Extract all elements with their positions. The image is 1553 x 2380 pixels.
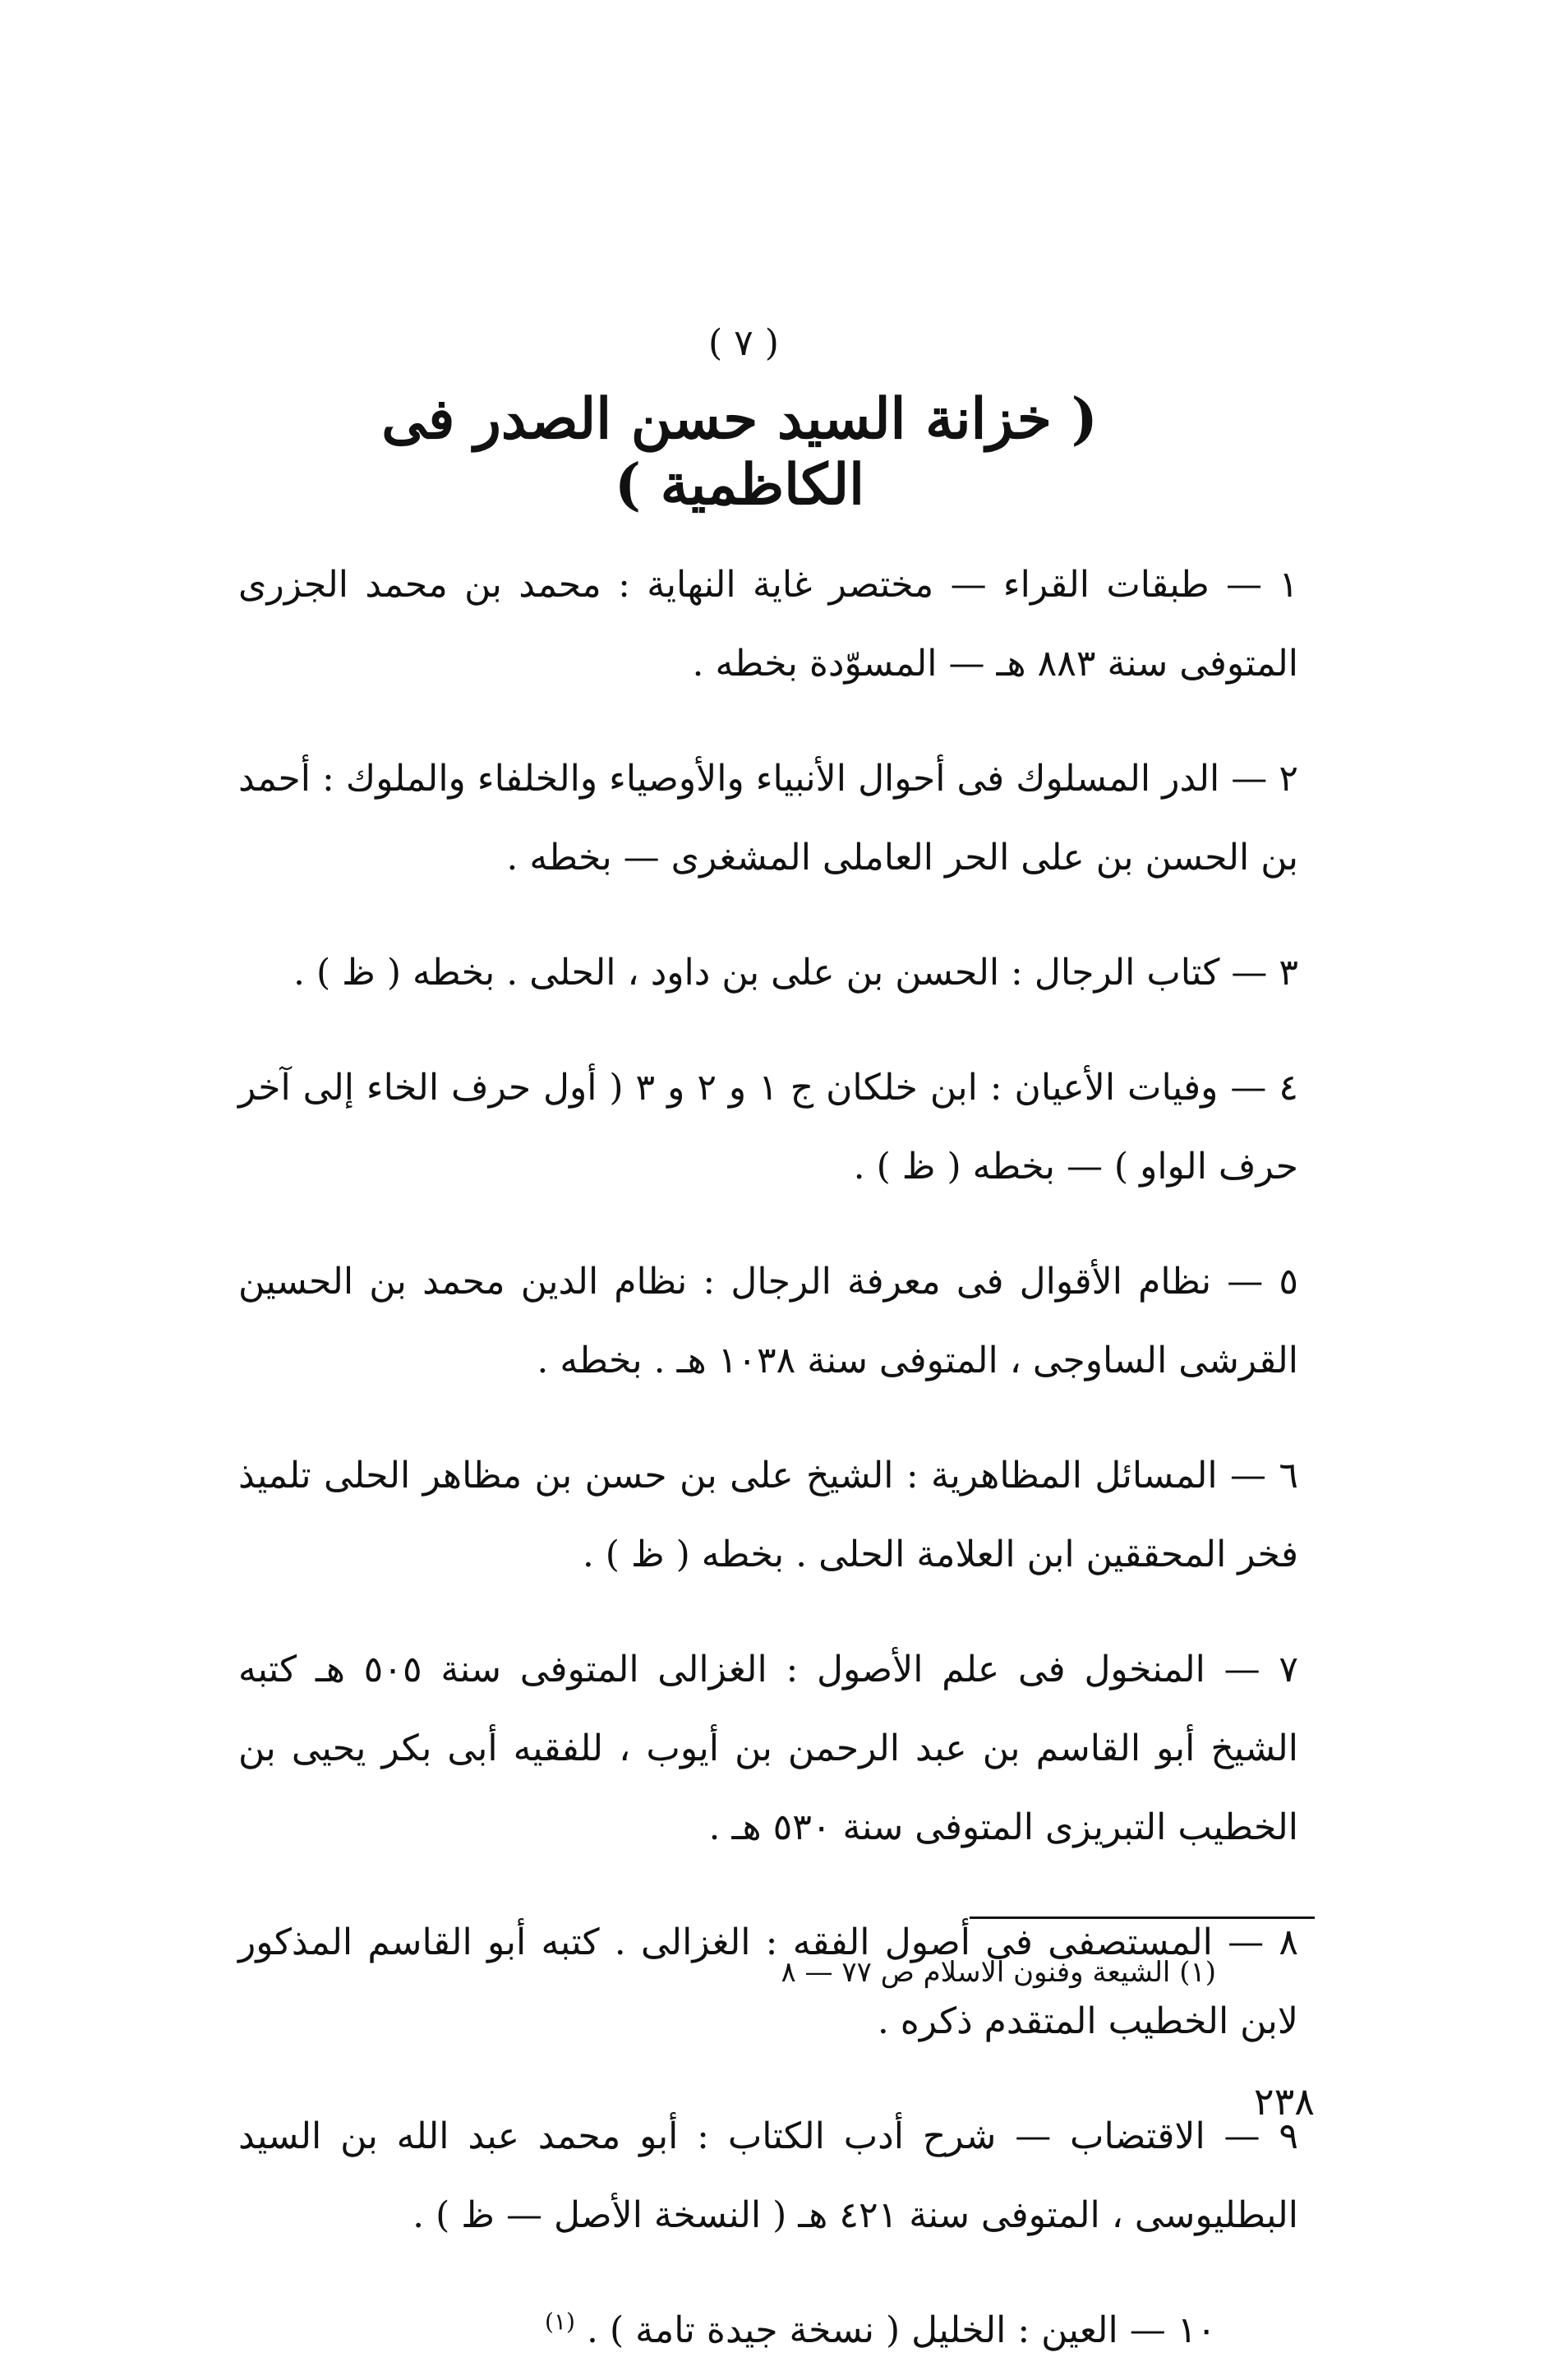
footnote-reference: (١) (545, 2308, 575, 2336)
list-item-with-footnote (238, 2291, 1298, 2370)
list-item: ١ — طبقات القراء — مختصر غاية النهاية : محمد بن محمد الجزرى المتوفى سنة ٨٨٣ هـ — المسوّدة بخطه . (238, 564, 1298, 685)
list-item: ٥ — نظام الأقوال فى معرفة الرجال : نظام الدين محمد بن الحسين القرشى الساوجى ، المتوفى سنة ١٠٣٨ هـ . بخطه . (238, 1261, 1298, 1381)
list-item: ٢ — الدر المسلوك فى أحوال الأنبياء والأوصياء والخلفاء والملوك : أحمد بن الحسن بن على الحر العاملى المشغرى — بخطه . (238, 758, 1298, 879)
list-item: ٦ — المسائل المظاهرية : الشيخ على بن حسن بن مظاهر الحلى تلميذ فخر المحققين ابن العلامة الحلى . بخطه ( ظ ) . (238, 1455, 1298, 1575)
list-item: ٣ — كتاب الرجال : الحسن بن على بن داود ، الحلى . بخطه ( ظ ) . (293, 952, 1298, 994)
list-item: ٨ — المستصفى فى أصول الفقه : الغزالى . كتبه أبو القاسم المذكور لابن الخطيب المتقدم ذكره . (238, 1921, 1298, 2042)
footnote: (١) الشيعة وفنون الاسلام ص ٧٧ — ٨ (781, 1956, 1216, 1989)
footnote-divider (970, 1916, 1315, 1919)
list-item: ٧ — المنخول فى علم الأصول : الغزالى المتوفى سنة ٥٠٥ هـ كتبه الشيخ أبو القاسم بن عبد الرحمن بن أيوب ، للفقيه أبى بكر يحيى بن الخطيب التبريزى المتوفى سنة ٥٣٠ هـ . (238, 1649, 1298, 1848)
page-number: ٢٣٨ (1253, 2079, 1315, 2124)
entry-list (238, 510, 1298, 2380)
list-item-text: ١٠ — العين : الخليل ( نسخة جيدة تامة ) . (586, 2309, 1216, 2351)
list-item: ٩ — الاقتضاب — شرح أدب الكتاب : أبو محمد عبد الله بن السيد البطليوسى ، المتوفى سنة ٤٢١ هـ ( النسخة الأصل — ظ ) . (238, 2115, 1298, 2236)
list-item: ٤ — وفيات الأعيان : ابن خلكان ج ١ و ٢ و ٣ ( أول حرف الخاء إلى آخر حرف الواو ) — بخطه ( ظ ) . (238, 1067, 1298, 1188)
section-title: ( خزانة السيد حسن الصدر فى الكاظمية ) (381, 386, 1098, 518)
section-number: ( ٧ ) (708, 322, 779, 364)
